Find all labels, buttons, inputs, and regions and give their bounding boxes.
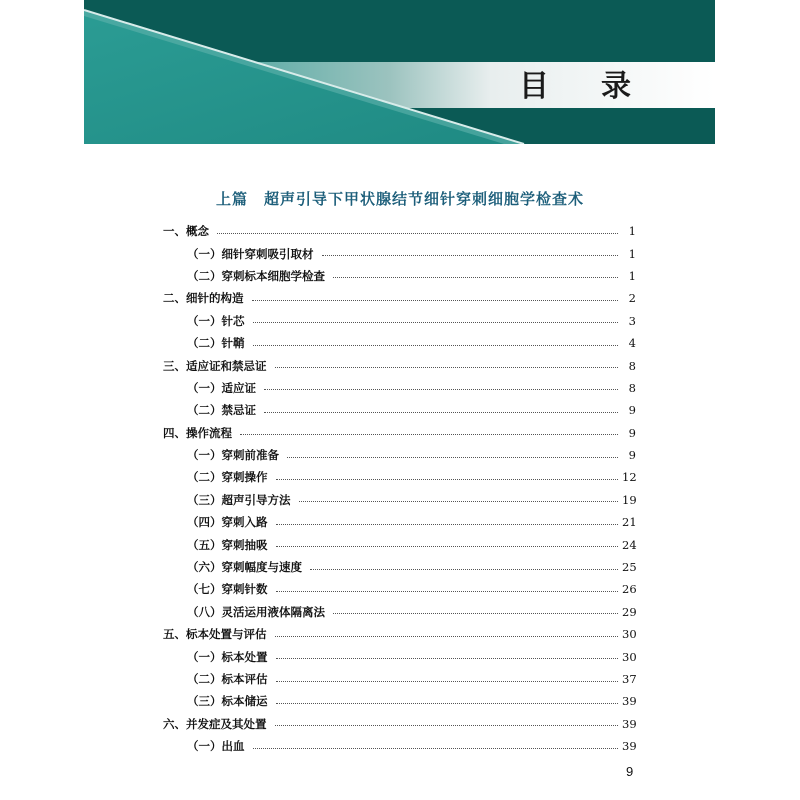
toc-page-number: 39 <box>622 739 637 754</box>
toc-entry-title: 穿刺入路 <box>221 515 268 530</box>
toc-leader-dots <box>276 681 619 682</box>
toc-entry-title: 适应证和禁忌证 <box>186 358 267 373</box>
toc-entry-title: 穿刺幅度与速度 <box>221 560 302 575</box>
toc-entry-title: 标本处置 <box>221 649 268 664</box>
toc-leader-dots <box>276 591 619 592</box>
toc-entry-number: 一、 <box>163 224 186 239</box>
toc-entry-label <box>187 492 297 508</box>
toc-entry-title: 标本评估 <box>221 672 268 686</box>
toc-entry-label <box>163 358 273 374</box>
toc-entry-label <box>187 693 274 709</box>
toc-entry-number: （一） <box>187 448 222 463</box>
toc-entry-number: （四） <box>187 515 222 530</box>
toc-subentry[interactable] <box>163 556 636 578</box>
toc-entry-title: 超声引导方法 <box>221 492 291 507</box>
toc-subentry[interactable] <box>163 444 636 466</box>
toc-entry-number: 二、 <box>163 291 186 306</box>
toc-entry-number: （一） <box>187 649 222 664</box>
toc-entry-label <box>187 380 262 396</box>
toc-page-number: 1 <box>628 246 636 261</box>
title-char-1: 目 <box>519 69 551 104</box>
toc-entry-title: 适应证 <box>221 380 256 395</box>
toc-entry-label <box>163 425 238 441</box>
toc-leader-dots <box>253 345 619 346</box>
page-title <box>519 60 633 106</box>
toc-entry-number: （二） <box>187 470 222 485</box>
toc-page-number: 24 <box>622 537 637 552</box>
toc-entry-label <box>187 402 262 418</box>
toc-entry[interactable] <box>163 354 636 376</box>
toc-entry-number: （二） <box>187 336 222 351</box>
toc-leader-dots <box>299 501 619 502</box>
toc-page-number: 30 <box>622 649 637 664</box>
toc-subentry[interactable] <box>163 578 636 600</box>
toc-entry-title: 针鞘 <box>221 336 245 351</box>
toc-entry-number: 三、 <box>163 358 186 373</box>
toc-subentry[interactable] <box>163 645 636 667</box>
toc-page-number: 1 <box>628 224 636 239</box>
toc-page-number: 1 <box>628 268 636 283</box>
toc-entry-number: （三） <box>187 694 222 709</box>
toc-subentry[interactable] <box>163 377 636 399</box>
toc-entry-title: 出血 <box>221 739 245 754</box>
toc-subentry[interactable] <box>163 735 636 757</box>
toc-leader-dots <box>276 703 619 704</box>
toc-page-number: 9 <box>628 403 636 418</box>
part-label: 上篇 <box>215 190 248 208</box>
page-number: 9 <box>626 764 634 779</box>
toc-page-number: 29 <box>622 604 637 619</box>
toc-leader-dots <box>264 412 618 413</box>
toc-leader-dots <box>276 658 619 659</box>
toc-leader-dots <box>310 569 618 570</box>
toc-entry-label <box>187 246 320 262</box>
toc-page-number: 30 <box>622 627 637 642</box>
toc-entry-label <box>163 290 250 306</box>
toc-leader-dots <box>275 725 619 726</box>
toc-entry-label <box>187 514 274 530</box>
toc-leader-dots <box>253 322 619 323</box>
toc-leader-dots <box>264 389 618 390</box>
toc-page-number: 9 <box>628 425 636 440</box>
part-title-text: 超声引导下甲状腺结节细针穿刺细胞学检查术 <box>264 190 585 208</box>
toc-entry-number: （七） <box>187 582 222 597</box>
toc-entry-title: 穿刺操作 <box>221 470 268 485</box>
toc-entry-number: 四、 <box>163 425 186 440</box>
toc-entry-label <box>163 626 273 642</box>
toc-entry-label <box>187 649 274 665</box>
toc-entry-number: （六） <box>187 560 222 575</box>
toc-page-number: 26 <box>622 582 637 597</box>
toc-page-number: 4 <box>628 336 636 351</box>
toc-entry-title: 细针的构造 <box>186 291 244 306</box>
toc-leader-dots <box>240 434 618 435</box>
toc-leader-dots <box>276 546 619 547</box>
toc-entry-number: （八） <box>187 604 222 619</box>
toc-entry-number: （二） <box>187 403 222 418</box>
toc-entry[interactable] <box>163 713 636 735</box>
toc-entry-title: 针芯 <box>221 313 245 328</box>
toc-entry-number: （一） <box>187 380 222 395</box>
toc-entry-number: （五） <box>187 537 222 552</box>
toc-page-number: 25 <box>622 560 637 575</box>
toc-entry[interactable] <box>163 287 636 309</box>
toc-entry-number: （二） <box>187 268 222 283</box>
toc-page-number: 39 <box>622 694 637 709</box>
toc-entry[interactable] <box>163 422 636 444</box>
toc-entry-number: 五、 <box>163 627 186 642</box>
toc-entry-label <box>187 268 331 284</box>
toc-leader-dots <box>217 233 618 234</box>
toc-entry-title: 穿刺标本细胞学检查 <box>221 268 325 283</box>
toc-leader-dots <box>253 748 619 749</box>
toc-entry-title: 穿刺针数 <box>221 582 268 597</box>
toc-page-number: 2 <box>628 291 636 306</box>
toc-leader-dots <box>322 255 619 256</box>
table-of-contents <box>163 220 636 757</box>
toc-leader-dots <box>276 479 619 480</box>
toc-page-number: 39 <box>622 716 637 731</box>
toc-page-number: 8 <box>628 358 636 373</box>
toc-entry-title: 概念 <box>186 224 209 239</box>
toc-entry-label <box>163 716 273 732</box>
toc-subentry[interactable] <box>163 399 636 421</box>
toc-entry[interactable] <box>163 623 636 645</box>
toc-entry-title: 穿刺抽吸 <box>221 537 268 552</box>
toc-entry-label <box>187 469 274 485</box>
toc-entry-title: 标本处置与评估 <box>186 627 267 642</box>
toc-subentry[interactable] <box>163 466 636 488</box>
toc-subentry[interactable] <box>163 310 636 332</box>
toc-entry-title: 灵活运用液体隔离法 <box>221 604 325 619</box>
toc-entry[interactable] <box>163 220 636 242</box>
toc-entry-label <box>187 559 308 575</box>
toc-subentry[interactable] <box>163 489 636 511</box>
toc-subentry[interactable] <box>163 265 636 287</box>
toc-entry-title: 穿刺前准备 <box>221 448 279 463</box>
toc-subentry[interactable] <box>163 668 636 690</box>
toc-subentry[interactable] <box>163 601 636 623</box>
toc-entry-title: 并发症及其处置 <box>186 716 267 731</box>
toc-leader-dots <box>252 300 619 301</box>
toc-entry-title: 禁忌证 <box>221 403 256 418</box>
toc-leader-dots <box>275 367 619 368</box>
toc-page-number: 9 <box>628 448 636 463</box>
toc-subentry[interactable] <box>163 242 636 264</box>
toc-entry-label <box>187 604 331 620</box>
toc-entry-label <box>163 223 215 239</box>
toc-subentry[interactable] <box>163 533 636 555</box>
toc-page-number: 3 <box>628 313 636 328</box>
toc-page-number: 21 <box>622 515 637 530</box>
part-title <box>0 188 800 209</box>
toc-entry-title: 细针穿刺吸引取材 <box>221 246 314 261</box>
toc-leader-dots <box>276 524 619 525</box>
header-banner <box>84 0 715 144</box>
toc-subentry[interactable] <box>163 511 636 533</box>
toc-entry-number: （三） <box>187 492 222 507</box>
toc-page-number: 8 <box>628 380 636 395</box>
toc-leader-dots <box>333 277 618 278</box>
toc-page-number: 12 <box>622 470 637 485</box>
toc-entry-number: 六、 <box>163 716 186 731</box>
toc-entry-title: 标本储运 <box>221 694 268 709</box>
toc-entry-label <box>187 581 274 597</box>
toc-entry-number: （一） <box>187 739 222 754</box>
toc-entry-label <box>187 313 251 329</box>
toc-entry-title: 操作流程 <box>186 425 232 440</box>
toc-entry-number: （一） <box>187 246 222 261</box>
toc-entry-label <box>187 447 285 463</box>
toc-subentry[interactable] <box>163 332 636 354</box>
toc-page-number: 37 <box>622 672 637 686</box>
toc-page-number: 19 <box>622 492 637 507</box>
toc-leader-dots <box>275 636 619 637</box>
toc-entry-label <box>187 738 251 754</box>
toc-entry-label <box>187 671 274 687</box>
toc-subentry[interactable] <box>163 690 636 712</box>
toc-entry-label <box>187 335 251 351</box>
toc-leader-dots <box>287 457 618 458</box>
toc-entry-number: （一） <box>187 313 222 328</box>
title-char-2: 录 <box>601 69 633 104</box>
toc-entry-label <box>187 537 274 553</box>
toc-leader-dots <box>333 613 618 614</box>
toc-entry-number: （二） <box>187 672 222 686</box>
